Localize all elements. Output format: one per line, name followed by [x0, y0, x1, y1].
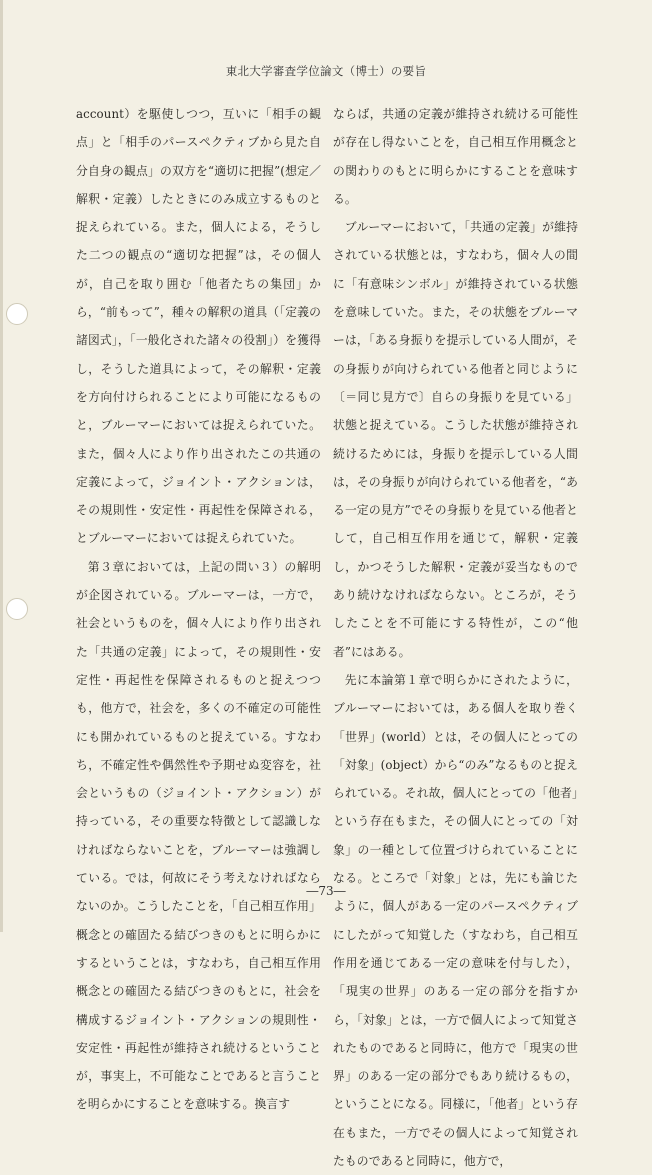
paragraph: 先に本論第１章で明らかにされたように，ブルーマーにおいては，ある個人を取り巻く「世界」(world）とは，その個人にとっての「対象」(object）から“のみ”なるものと捉えられている。それ故，個人にとっての「他者」という存在もまた，その個人にとっての「対象」の一種として位置づけられていることになる。ところで「対象」とは，先にも論じたように，個人がある一定のパースペクティブにしたがって知覚した（すなわち，自己相互作用を通じてある一定の意味を付与した），「現実の世界」のある一定の部分を指すから，「対象」とは，一方で個人によって知覚されたものであると同時に，他方で「現実の世界」のある一定の部分でもあり続けるもの，ということになる。同様に，「他者」という存在もまた，一方でその個人によって知覚されたものであると同時に，他方で， [333, 672, 578, 1168]
paragraph: ならば，共通の定義が維持され続ける可能性が存在し得ないことを，自己相互作用概念との関わりのもとに明らかにすることを意味する。 [333, 107, 578, 206]
punch-hole-bottom [6, 598, 28, 620]
page-number: ―73― [306, 884, 346, 898]
left-column [76, 100, 321, 1119]
page-edge-shadow [0, 0, 3, 932]
page-header: 東北大学審査学位論文（博士）の要旨 [225, 64, 427, 78]
paragraph: ブルーマーにおいて，「共通の定義」が維持されている状態とは，すなわち，個々人の間に「有意味シンボル」が維持されている状態を意味していた。また，その状態をブルーマーは，「ある身振りを提示している人間が，その身振りが向けられている他者と同じように〔＝同じ見方で〕自らの身振りを見ている」状態と捉えている。こうした状態が維持され続けるためには，身振りを提示している人間は，その身振りが向けられている他者を，“ある一定の見方”でその身振りを見ている他者として，自己相互作用を通じて，解釈・定義し，かつそうした解釈・定義が妥当なものであり続けなければならない。ところが，そうしたことを不可能にする特性が，この“他者”にはある。 [333, 220, 578, 659]
paragraph: 第３章においては，上記の問い３）の解明が企図されている。ブルーマーは，一方で，社会というものを，個々人により作り出された「共通の定義」によって，その規則性・安定性・再起性を保障されるものと捉えつつも，他方で，社会を，多くの不確定の可能性にも開かれているものと捉えている。すなわち，不確定性や偶然性や予期せぬ変容を，社会というもの（ジョイント・アクション）が持っている，その重要な特徴として認識しなければならないことを，ブルーマーは強調している。では，何故にそう考えなければならないのか。こうしたことを，「自己相互作用」概念との確固たる結びつきのもとに明らかにするということは，すなわち，自己相互作用概念との確固たる結びつきのもとに，社会を構成するジョイント・アクションの規則性・安定性・再起性が維持され続けるということが，事実上，不可能なことであると言うことを明らかにすることを意味する。換言す [76, 559, 321, 1112]
right-column [333, 100, 578, 1175]
punch-hole-top [6, 303, 28, 325]
paragraph: account）を駆使しつつ，互いに「相手の観点」と「相手のパースペクティブから見た自分自身の観点」の双方を“適切に把握”(想定／解釈・定義）したときにのみ成立するものと捉えられている。また，個人による，そうした二つの観点の“適切な把握”は，その個人が，自己を取り囲む「他者たちの集団」から，“前もって”，種々の解釈の道具（「定義の諸図式」，「一般化された諸々の役割」）を獲得し，そうした道具によって，その解釈・定義を方向付けられることにより可能になるものと，ブルーマーにおいては捉えられていた。また，個々人により作り出されたこの共通の定義によって，ジョイント・アクションは，その規則性・安定性・再起性を保障される，とブルーマーにおいては捉えられていた。 [76, 107, 321, 546]
